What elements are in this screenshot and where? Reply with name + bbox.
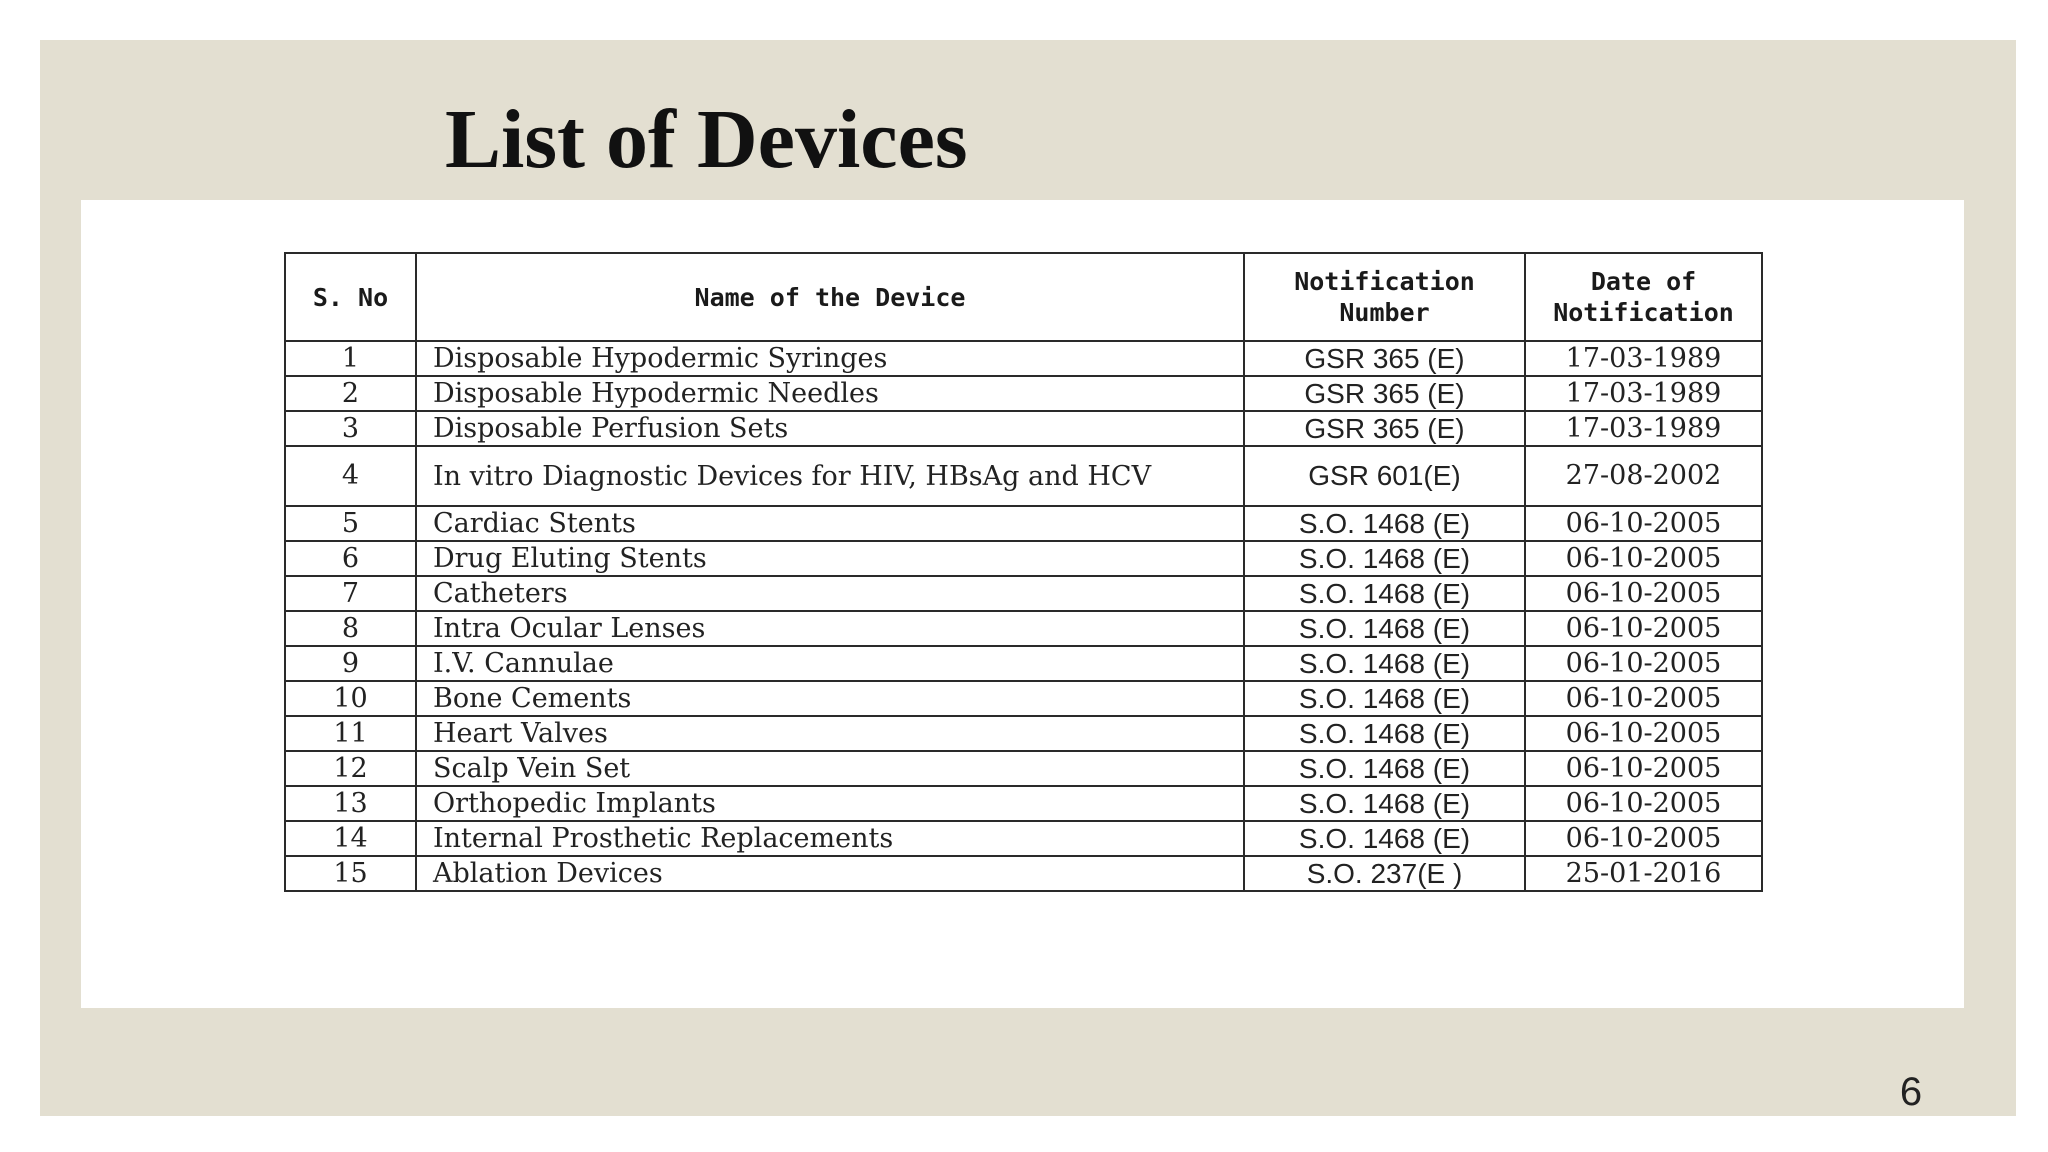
cell-sno: 2 — [285, 376, 416, 411]
cell-sno: 7 — [285, 576, 416, 611]
cell-device-name: Disposable Hypodermic Syringes — [416, 341, 1244, 376]
cell-date: 27-08-2002 — [1525, 446, 1762, 506]
cell-date: 17-03-1989 — [1525, 341, 1762, 376]
cell-notification-number: S.O. 1468 (E) — [1244, 786, 1525, 821]
cell-date: 25-01-2016 — [1525, 856, 1762, 891]
cell-sno: 11 — [285, 716, 416, 751]
table-row — [285, 821, 1762, 856]
cell-notification-number: S.O. 1468 (E) — [1244, 681, 1525, 716]
cell-date: 06-10-2005 — [1525, 611, 1762, 646]
cell-sno: 14 — [285, 821, 416, 856]
cell-date: 06-10-2005 — [1525, 506, 1762, 541]
cell-notification-number: GSR 365 (E) — [1244, 341, 1525, 376]
cell-device-name: Cardiac Stents — [416, 506, 1244, 541]
table-row — [285, 376, 1762, 411]
slide-title: List of Devices — [445, 93, 968, 186]
cell-device-name: Internal Prosthetic Replacements — [416, 821, 1244, 856]
cell-notification-number: S.O. 237(E ) — [1244, 856, 1525, 891]
table-row — [285, 716, 1762, 751]
cell-device-name: Drug Eluting Stents — [416, 541, 1244, 576]
cell-notification-number: GSR 365 (E) — [1244, 411, 1525, 446]
cell-device-name: Scalp Vein Set — [416, 751, 1244, 786]
cell-date: 06-10-2005 — [1525, 681, 1762, 716]
cell-date: 06-10-2005 — [1525, 821, 1762, 856]
cell-date: 06-10-2005 — [1525, 646, 1762, 681]
header-sno: S. No — [285, 253, 416, 341]
cell-notification-number: S.O. 1468 (E) — [1244, 646, 1525, 681]
cell-sno: 3 — [285, 411, 416, 446]
cell-date: 06-10-2005 — [1525, 786, 1762, 821]
content-panel — [81, 200, 1964, 1008]
cell-sno: 8 — [285, 611, 416, 646]
cell-notification-number: S.O. 1468 (E) — [1244, 576, 1525, 611]
cell-date: 06-10-2005 — [1525, 541, 1762, 576]
cell-sno: 5 — [285, 506, 416, 541]
slide-frame — [40, 40, 2016, 1116]
table-row — [285, 786, 1762, 821]
cell-device-name: Intra Ocular Lenses — [416, 611, 1244, 646]
cell-device-name: Ablation Devices — [416, 856, 1244, 891]
cell-notification-number: S.O. 1468 (E) — [1244, 506, 1525, 541]
cell-device-name: Disposable Hypodermic Needles — [416, 376, 1244, 411]
cell-sno: 10 — [285, 681, 416, 716]
cell-device-name: Bone Cements — [416, 681, 1244, 716]
cell-sno: 4 — [285, 446, 416, 506]
table-row — [285, 856, 1762, 891]
cell-notification-number: S.O. 1468 (E) — [1244, 716, 1525, 751]
cell-date: 06-10-2005 — [1525, 576, 1762, 611]
table-row — [285, 646, 1762, 681]
table-row — [285, 506, 1762, 541]
cell-sno: 1 — [285, 341, 416, 376]
table-body — [285, 341, 1762, 891]
header-notification-number: Notification Number — [1244, 253, 1525, 341]
table-row — [285, 341, 1762, 376]
table-row — [285, 611, 1762, 646]
cell-notification-number: S.O. 1468 (E) — [1244, 751, 1525, 786]
cell-device-name: Disposable Perfusion Sets — [416, 411, 1244, 446]
table-row — [285, 681, 1762, 716]
header-date-of-notification: Date of Notification — [1525, 253, 1762, 341]
cell-sno: 12 — [285, 751, 416, 786]
cell-notification-number: GSR 601(E) — [1244, 446, 1525, 506]
cell-sno: 13 — [285, 786, 416, 821]
cell-date: 17-03-1989 — [1525, 411, 1762, 446]
cell-sno: 15 — [285, 856, 416, 891]
cell-notification-number: GSR 365 (E) — [1244, 376, 1525, 411]
cell-device-name: Heart Valves — [416, 716, 1244, 751]
table-header-row — [285, 253, 1762, 341]
cell-device-name: In vitro Diagnostic Devices for HIV, HBsAg and HCV — [416, 446, 1244, 506]
cell-date: 06-10-2005 — [1525, 751, 1762, 786]
cell-device-name: I.V. Cannulae — [416, 646, 1244, 681]
cell-device-name: Orthopedic Implants — [416, 786, 1244, 821]
cell-sno: 6 — [285, 541, 416, 576]
header-device-name: Name of the Device — [416, 253, 1244, 341]
cell-notification-number: S.O. 1468 (E) — [1244, 541, 1525, 576]
cell-date: 06-10-2005 — [1525, 716, 1762, 751]
table-row — [285, 541, 1762, 576]
cell-device-name: Catheters — [416, 576, 1244, 611]
cell-notification-number: S.O. 1468 (E) — [1244, 611, 1525, 646]
table-row — [285, 751, 1762, 786]
table-row — [285, 446, 1762, 506]
table-row — [285, 576, 1762, 611]
cell-date: 17-03-1989 — [1525, 376, 1762, 411]
table-row — [285, 411, 1762, 446]
page-number: 6 — [1899, 1070, 1923, 1114]
cell-notification-number: S.O. 1468 (E) — [1244, 821, 1525, 856]
cell-sno: 9 — [285, 646, 416, 681]
device-table — [284, 252, 1763, 892]
